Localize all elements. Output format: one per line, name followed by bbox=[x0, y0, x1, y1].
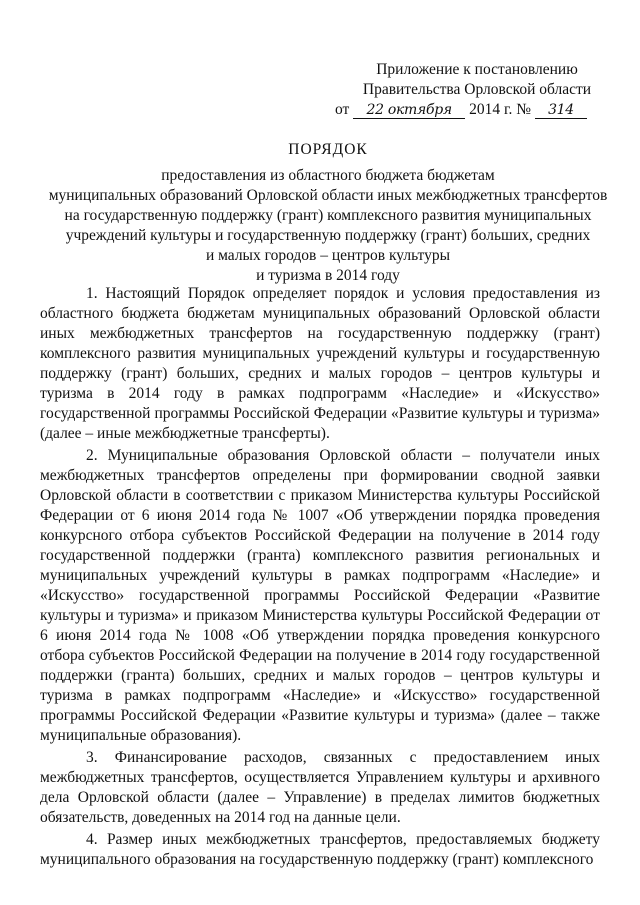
year-text: 2014 г. № bbox=[469, 101, 532, 118]
handwritten-date: 22 октября bbox=[353, 102, 465, 119]
handwritten-number: 314 bbox=[535, 102, 587, 119]
appendix-line-1: Приложение к постановлению bbox=[376, 61, 578, 78]
subtitle-line: на государственную поддержку (грант) комплексного развития муниципальных bbox=[64, 207, 592, 224]
subtitle-line: учреждений культуры и государственную поддержку (грант) больших, средних bbox=[65, 227, 591, 244]
paragraph-1: 1. Настоящий Порядок определяет порядок и условия предоставления из областного бюджета бюджетам муниципальных образований Орловской области иных межбюджетных трансфертов на государственную поддержку (грант) комплексного развития муниципальных учреждений культуры и государственную поддержку (грант) больших, средних и малых городов – центров культуры и туризма в 2014 году в рамках подпрограмм «Наследие» и «Искусство» государственной программы Российской Федерации «Развитие культуры и туризма» (далее – иные межбюджетные трансферты). bbox=[40, 285, 600, 442]
appendix-date-line bbox=[332, 100, 622, 120]
paragraph-3: 3. Финансирование расходов, связанных с предоставлением иных межбюджетных трансфертов, осуществляется Управлением культуры и архивного дела Орловской области (далее – Управление) в пределах лимитов бюджетных обязательств, доведенных на 2014 год на данные цели. bbox=[40, 749, 600, 826]
appendix-line-2: Правительства Орловской области bbox=[362, 81, 592, 98]
date-prefix: от bbox=[335, 101, 350, 118]
document-body bbox=[40, 284, 600, 872]
subtitle-line: и туризма в 2014 году bbox=[256, 267, 400, 284]
subtitle-line: и малых городов – центров культуры bbox=[205, 247, 451, 264]
document-title: ПОРЯДОК bbox=[288, 141, 368, 158]
subtitle-line: предоставления из областного бюджета бюджетам bbox=[161, 167, 495, 184]
appendix-header bbox=[332, 60, 622, 120]
paragraph-4: 4. Размер иных межбюджетных трансфертов, предоставляемых бюджету муниципального образования на государственную поддержку (грант) комплексного bbox=[40, 831, 600, 868]
paragraph-2: 2. Муниципальные образования Орловской области – получатели иных межбюджетных трансфертов определены при формировании сводной заявки Орловской области в соответствии с приказом Министерства культуры Российской Федерации от 6 июня 2014 года № 1007 «Об утверждении порядка проведения конкурсного отбора субъектов Российской Федерации на получение в 2014 году государственной поддержки (гранта) комплексного развития региональных и муниципальных учреждений культуры в рамках подпрограмм «Наследие» и «Искусство» государственной программы Российской Федерации «Развитие культуры и туризма» и приказом Министерства культуры Российской Федерации от 6 июня 2014 года № 1008 «Об утверждении порядка проведения конкурсного отбора субъектов Российской Федерации на получение в 2014 году государственной поддержки (гранта) больших, средних и малых городов – центров культуры и туризма в рамках подпрограмм «Наследие» и «Искусство» государственной программы Российской Федерации «Развитие культуры и туризма» (далее – также муниципальные образования). bbox=[40, 447, 600, 744]
document-title-block bbox=[40, 140, 616, 286]
subtitle-line: муниципальных образований Орловской области иных межбюджетных трансфертов bbox=[48, 187, 608, 204]
